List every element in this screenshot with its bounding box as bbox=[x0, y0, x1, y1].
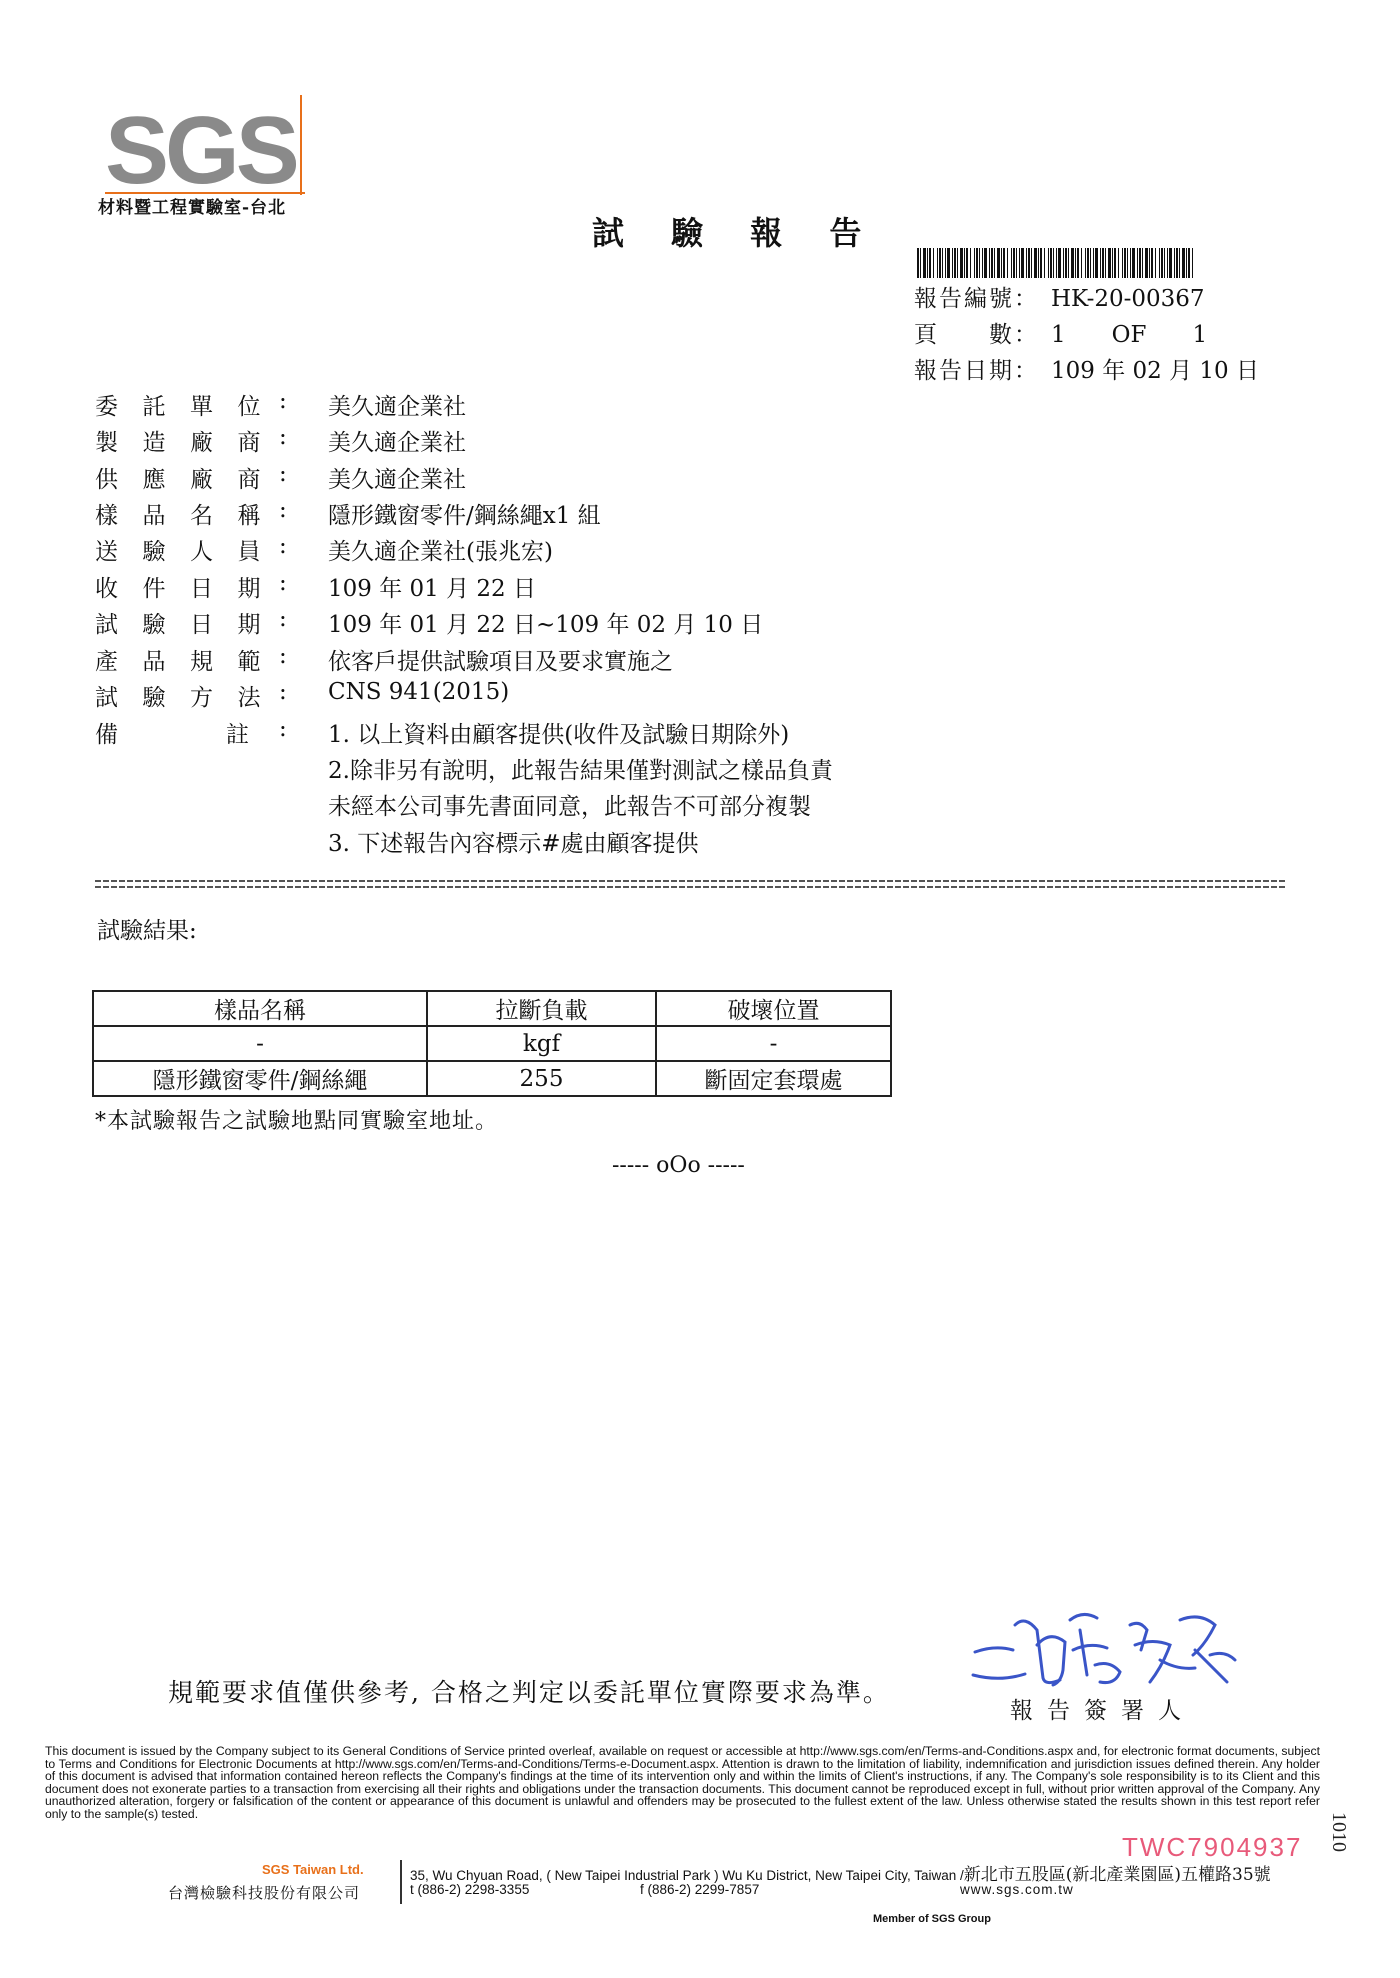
barcode-bar bbox=[1112, 248, 1113, 278]
supplier-label: 供 應 廠 商 bbox=[95, 467, 261, 493]
barcode-bar bbox=[1093, 248, 1094, 278]
barcode-bar bbox=[1077, 248, 1079, 278]
barcode-bar bbox=[1053, 248, 1054, 278]
footer-divider bbox=[400, 1860, 402, 1904]
sgs-logo bbox=[105, 95, 305, 200]
barcode-bar bbox=[1167, 248, 1168, 278]
barcode-bars bbox=[917, 248, 1195, 278]
spec-value: 依客戶提供試驗項目及要求實施之 bbox=[328, 649, 673, 675]
section-divider-dashes bbox=[95, 880, 1285, 888]
test-location-note: *本試驗報告之試驗地點同實驗室地址。 bbox=[95, 1109, 499, 1134]
barcode-bar bbox=[1075, 248, 1076, 278]
table-header-failure: 破壞位置 bbox=[656, 991, 891, 1026]
barcode-bar bbox=[1176, 248, 1178, 278]
barcode-bar bbox=[923, 248, 926, 278]
table-row bbox=[93, 1061, 891, 1096]
barcode-bar bbox=[1007, 248, 1008, 278]
barcode-bar bbox=[1071, 248, 1074, 278]
barcode-bar bbox=[1031, 248, 1032, 278]
barcode-bar bbox=[1003, 248, 1005, 278]
barcode-bar bbox=[1155, 248, 1156, 278]
barcode-bar bbox=[1179, 248, 1180, 278]
barcode-bar bbox=[933, 248, 934, 278]
barcode-bar bbox=[1085, 248, 1086, 278]
barcode-bar bbox=[1130, 248, 1131, 278]
barcode-bar bbox=[1021, 248, 1024, 278]
twc-serial-number: TWC7904937 bbox=[1122, 1832, 1303, 1862]
barcode-bar bbox=[939, 248, 941, 278]
barcode-bar bbox=[942, 248, 943, 278]
legal-disclaimer: This document is issued by the Company subject to its General Conditions of Service printed overleaf, available on request or accessible at http://www.sgs.com/en/Terms-and-Conditions.aspx and, for electronic format documents, subject to Terms and Conditions for Electronic Documents at http://www.sgs.com/en/Terms-and-Conditions/Terms-e-Document.aspx. Attention is drawn to the limitation of liability, indemnification and jurisdiction issues defined therein. Any holder of this document is advised that information contained hereon reflects the Company's findings at the time of its intervention only and within the limits of Client's instructions, if any. The Company's sole responsibility is to its Client and this document does not exonerate parties to a transaction from exercising all their rights and obligations under the transaction documents. This document cannot be reproduced except in full, without prior written approval of the Company. Any unauthorized alteration, forgery or falsification of the content or appearance of this document is unlawful and offenders may be prosecuted to the fullest extent of the law. Unless otherwise stated the results shown in this test report refer only to the sample(s) tested. bbox=[45, 1744, 1320, 1821]
report-date-row bbox=[914, 352, 1259, 385]
address-zh: 新北市五股區(新北產業園區)五權路35號 bbox=[963, 1865, 1271, 1885]
barcode-bar bbox=[1095, 248, 1098, 278]
barcode-bar bbox=[960, 248, 963, 278]
barcode-bar bbox=[1161, 248, 1163, 278]
barcode-bar bbox=[1192, 248, 1193, 278]
fax-number: f (886-2) 2299-7857 bbox=[640, 1882, 760, 1897]
results-table bbox=[92, 990, 892, 1097]
address-en: 35, Wu Chyuan Road, ( New Taipei Industrial Park ) Wu Ku District, New Taipei City, Taiwan / bbox=[410, 1868, 964, 1883]
barcode-bar bbox=[1139, 248, 1141, 278]
sgs-logo-text: SGS bbox=[105, 97, 296, 200]
report-date: 109 年 02 月 10 日 bbox=[1051, 358, 1259, 384]
remark-line-4: 3. 下述報告內容標示#處由顧客提供 bbox=[328, 831, 699, 857]
barcode-bar bbox=[979, 248, 980, 278]
barcode-bar bbox=[1188, 248, 1190, 278]
barcode-bar bbox=[1026, 248, 1027, 278]
manufacturer-label: 製 造 廠 商 bbox=[95, 430, 261, 456]
barcode-bar bbox=[1127, 248, 1128, 278]
manufacturer-value: 美久適企業社 bbox=[328, 430, 466, 456]
barcode-bar bbox=[1105, 248, 1106, 278]
barcode-bar bbox=[1016, 248, 1017, 278]
barcode-bar bbox=[1048, 248, 1049, 278]
barcode-bar bbox=[945, 248, 946, 278]
handwritten-signature bbox=[965, 1590, 1250, 1700]
report-number-label: 報告編號： bbox=[914, 286, 1039, 312]
report-date-label: 報告日期： bbox=[914, 358, 1039, 384]
barcode bbox=[917, 248, 1195, 278]
barcode-bar bbox=[1081, 248, 1082, 278]
page-count-row bbox=[914, 316, 1207, 349]
spec-label: 產 品 規 範 bbox=[95, 649, 261, 675]
remark-line-2: 2.除非另有說明，此報告結果僅對測試之樣品負責 bbox=[328, 758, 833, 784]
barcode-bar bbox=[1182, 248, 1185, 278]
barcode-bar bbox=[1149, 248, 1150, 278]
barcode-bar bbox=[1124, 248, 1126, 278]
phone-number: t (886-2) 2298-3355 bbox=[410, 1882, 530, 1897]
barcode-bar bbox=[989, 248, 990, 278]
sample-value: 隱形鐵窗零件/鋼絲繩x1 組 bbox=[328, 503, 601, 529]
barcode-bar bbox=[917, 248, 919, 278]
page-count-label: 頁 數： bbox=[914, 322, 1039, 348]
results-heading: 試驗結果: bbox=[97, 918, 197, 944]
barcode-bar bbox=[984, 248, 987, 278]
company-name-zh: 台灣檢驗科技股份有限公司 bbox=[168, 1884, 361, 1902]
barcode-bar bbox=[1090, 248, 1091, 278]
lab-name: 材料暨工程實驗室-台北 bbox=[98, 198, 287, 218]
table-cell: - bbox=[93, 1026, 427, 1061]
barcode-bar bbox=[1159, 248, 1160, 278]
barcode-bar bbox=[947, 248, 950, 278]
barcode-bar bbox=[920, 248, 921, 278]
barcode-bar bbox=[1118, 248, 1119, 278]
barcode-bar bbox=[1114, 248, 1116, 278]
barcode-bar bbox=[1186, 248, 1187, 278]
report-number-row bbox=[914, 280, 1205, 313]
company-address bbox=[410, 1860, 1271, 1885]
barcode-bar bbox=[1068, 248, 1069, 278]
client-label: 委 託 單 位 bbox=[95, 394, 261, 420]
barcode-bar bbox=[966, 248, 968, 278]
received-value: 109 年 01 月 22 日 bbox=[328, 576, 536, 602]
barcode-bar bbox=[1065, 248, 1067, 278]
company-name-en: SGS Taiwan Ltd. bbox=[262, 1862, 364, 1877]
table-cell: kgf bbox=[427, 1026, 656, 1061]
table-cell: 斷固定套環處 bbox=[656, 1061, 891, 1096]
barcode-bar bbox=[1164, 248, 1165, 278]
test-period-label: 試 驗 日 期 bbox=[95, 612, 261, 638]
barcode-bar bbox=[954, 248, 956, 278]
table-units-row bbox=[93, 1026, 891, 1061]
barcode-bar bbox=[1100, 248, 1101, 278]
method-label: 試 驗 方 法 bbox=[95, 685, 261, 711]
side-code: 1010 bbox=[1328, 1812, 1350, 1852]
barcode-bar bbox=[1050, 248, 1052, 278]
barcode-bar bbox=[1040, 248, 1042, 278]
barcode-bar bbox=[1028, 248, 1030, 278]
barcode-bar bbox=[976, 248, 978, 278]
barcode-bar bbox=[1087, 248, 1089, 278]
page-count: 1 OF 1 bbox=[1051, 322, 1208, 348]
barcode-bar bbox=[991, 248, 993, 278]
barcode-bar bbox=[1151, 248, 1153, 278]
table-header-load: 拉斷負載 bbox=[427, 991, 656, 1026]
barcode-bar bbox=[1142, 248, 1143, 278]
barcode-bar bbox=[982, 248, 983, 278]
barcode-bar bbox=[994, 248, 995, 278]
end-mark: ----- oOo ----- bbox=[612, 1153, 745, 1178]
criteria-note: 規範要求值僅供參考, 合格之判定以委託單位實際要求為準。 bbox=[168, 1678, 890, 1707]
submitter-value: 美久適企業社(張兆宏) bbox=[328, 539, 553, 565]
barcode-bar bbox=[964, 248, 965, 278]
remark-line-1: 1. 以上資料由顧客提供(收件及試驗日期除外) bbox=[328, 722, 790, 748]
barcode-bar bbox=[1108, 248, 1111, 278]
table-cell: 255 bbox=[427, 1061, 656, 1096]
barcode-bar bbox=[997, 248, 1000, 278]
barcode-bar bbox=[1044, 248, 1045, 278]
remark-line-3: 未經本公司事先書面同意，此報告不可部分複製 bbox=[328, 794, 811, 820]
barcode-bar bbox=[1063, 248, 1064, 278]
table-cell: - bbox=[656, 1026, 891, 1061]
table-header-sample: 樣品名稱 bbox=[93, 991, 427, 1026]
signer-label: 報告簽署人 bbox=[1010, 1698, 1195, 1724]
barcode-bar bbox=[1174, 248, 1175, 278]
barcode-bar bbox=[974, 248, 975, 278]
barcode-bar bbox=[957, 248, 958, 278]
report-number: HK-20-00367 bbox=[1051, 286, 1205, 312]
sample-label: 樣 品 名 稱 bbox=[95, 503, 261, 529]
member-of-group: Member of SGS Group bbox=[873, 1913, 991, 1925]
barcode-bar bbox=[1102, 248, 1104, 278]
barcode-bar bbox=[929, 248, 931, 278]
barcode-bar bbox=[1038, 248, 1039, 278]
barcode-bar bbox=[1013, 248, 1015, 278]
document-title: 試 驗 報 告 bbox=[592, 214, 880, 252]
barcode-bar bbox=[1056, 248, 1057, 278]
table-header-row bbox=[93, 991, 891, 1026]
method-value: CNS 941(2015) bbox=[328, 679, 510, 705]
barcode-bar bbox=[1137, 248, 1138, 278]
received-label: 收 件 日 期 bbox=[95, 576, 261, 602]
barcode-bar bbox=[970, 248, 971, 278]
barcode-bar bbox=[1058, 248, 1061, 278]
website-link[interactable]: www.sgs.com.tw bbox=[960, 1882, 1074, 1897]
barcode-bar bbox=[1001, 248, 1002, 278]
barcode-bar bbox=[1169, 248, 1172, 278]
barcode-bar bbox=[1034, 248, 1037, 278]
barcode-bar bbox=[952, 248, 953, 278]
submitter-label: 送 驗 人 員 bbox=[95, 539, 261, 565]
barcode-bar bbox=[937, 248, 938, 278]
barcode-bar bbox=[1019, 248, 1020, 278]
remarks-label: 備 註 bbox=[95, 722, 249, 748]
barcode-bar bbox=[1145, 248, 1148, 278]
barcode-bar bbox=[1011, 248, 1012, 278]
table-cell: 隱形鐵窗零件/鋼絲繩 bbox=[93, 1061, 427, 1096]
barcode-bar bbox=[1122, 248, 1123, 278]
barcode-bar bbox=[927, 248, 928, 278]
test-period-value: 109 年 01 月 22 日~109 年 02 月 10 日 bbox=[328, 612, 764, 638]
barcode-bar bbox=[1132, 248, 1135, 278]
supplier-value: 美久適企業社 bbox=[328, 467, 466, 493]
client-value: 美久適企業社 bbox=[328, 394, 466, 420]
